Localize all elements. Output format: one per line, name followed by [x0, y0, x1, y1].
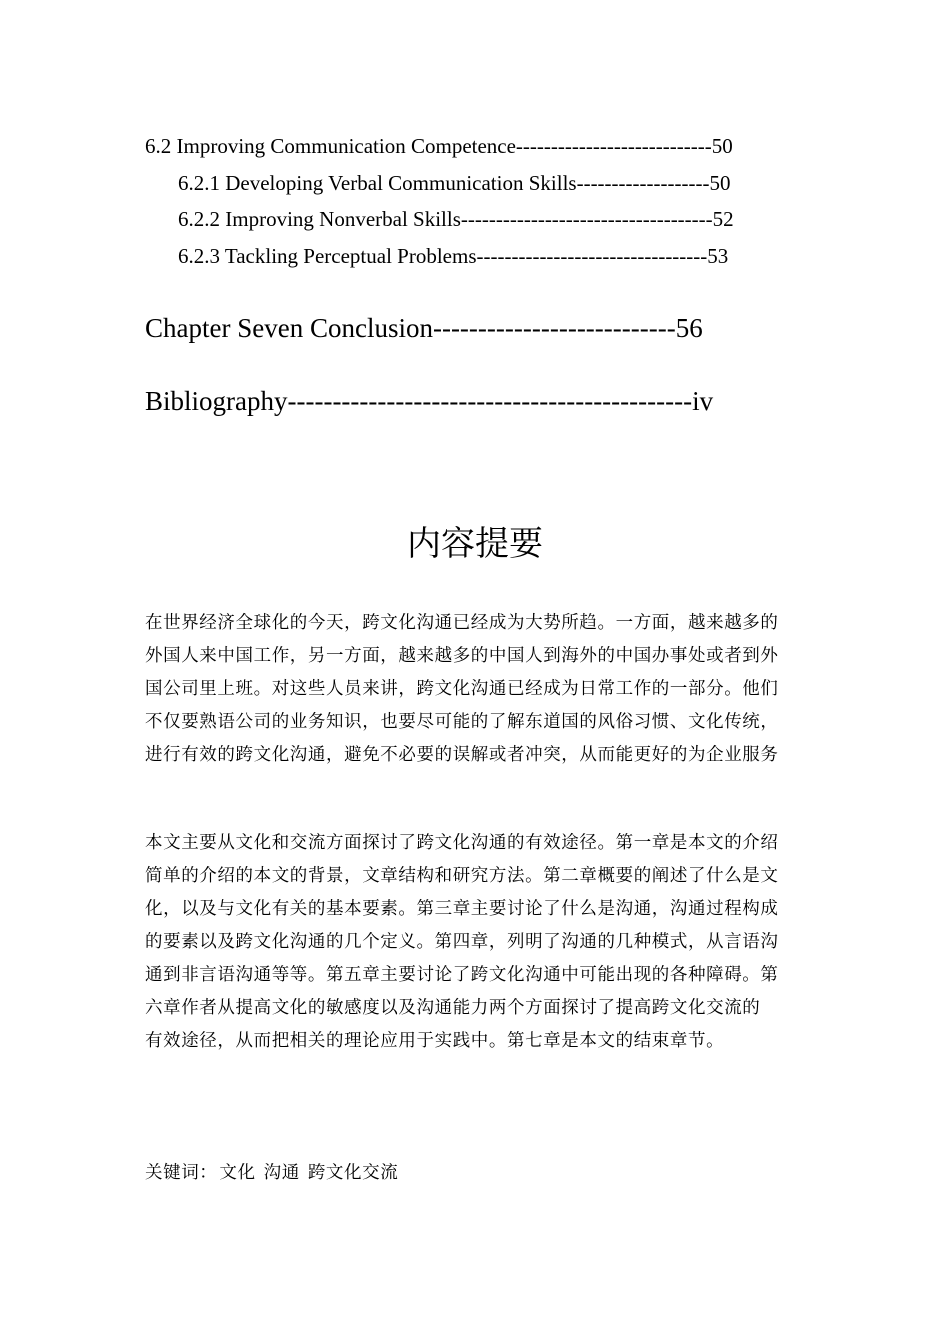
- paragraph-line: 本文主要从文化和交流方面探讨了跨文化沟通的有效途径。第一章是本文的介绍: [145, 833, 779, 853]
- paragraph-line: 在世界经济全球化的今天，跨文化沟通已经成为大势所趋。一方面，越来越多的: [145, 613, 779, 633]
- abstract-paragraph-2: [145, 827, 810, 1058]
- toc-entry-6-2-3: 6.2.3 Tackling Perceptual Problems---------------------------------53: [178, 244, 729, 268]
- keywords-label: 关键词：: [145, 1163, 218, 1183]
- paragraph-line: 化，以及与文化有关的基本要素。第三章主要讨论了什么是沟通，沟通过程构成: [145, 899, 779, 919]
- paragraph-line: 进行有效的跨文化沟通，避免不必要的误解或者冲突，从而能更好的为企业服务: [145, 745, 779, 765]
- keyword: 沟通: [263, 1163, 300, 1183]
- paragraph-line: 不仅要熟语公司的业务知识，也要尽可能的了解东道国的风俗习惯、文化传统，: [145, 712, 779, 732]
- abstract-title: 内容提要: [407, 524, 543, 564]
- paragraph-line: 国公司里上班。对这些人员来讲，跨文化沟通已经成为日常工作的一部分。他们: [145, 679, 779, 699]
- toc-bibliography: Bibliography---------------------------------------------iv: [145, 386, 714, 416]
- toc-chapter-seven: Chapter Seven Conclusion---------------------------56: [145, 313, 703, 343]
- abstract-paragraph-1: [145, 607, 810, 772]
- paragraph-line: 简单的介绍的本文的背景，文章结构和研究方法。第二章概要的阐述了什么是文: [145, 866, 779, 886]
- keyword: 文化: [219, 1163, 256, 1183]
- keyword: 跨文化交流: [307, 1163, 399, 1183]
- toc-entry-6-2: 6.2 Improving Communication Competence----------------------------50: [145, 134, 733, 158]
- paragraph-line: 的要素以及跨文化沟通的几个定义。第四章，列明了沟通的几种模式，从言语沟: [145, 932, 779, 952]
- toc-entry-6-2-1: 6.2.1 Developing Verbal Communication Skills-------------------50: [178, 171, 731, 195]
- toc-entry-6-2-2: 6.2.2 Improving Nonverbal Skills------------------------------------52: [178, 207, 734, 231]
- paragraph-line: 有效途径，从而把相关的理论应用于实践中。第七章是本文的结束章节。: [145, 1031, 725, 1051]
- paragraph-line: 外国人来中国工作，另一方面，越来越多的中国人到海外的中国办事处或者到外: [145, 646, 779, 666]
- paragraph-line: 六章作者从提高文化的敏感度以及沟通能力两个方面探讨了提高跨文化交流的: [145, 998, 761, 1018]
- keywords-line: [145, 1158, 406, 1188]
- paragraph-line: 通到非言语沟通等等。第五章主要讨论了跨文化沟通中可能出现的各种障碍。第: [145, 965, 779, 985]
